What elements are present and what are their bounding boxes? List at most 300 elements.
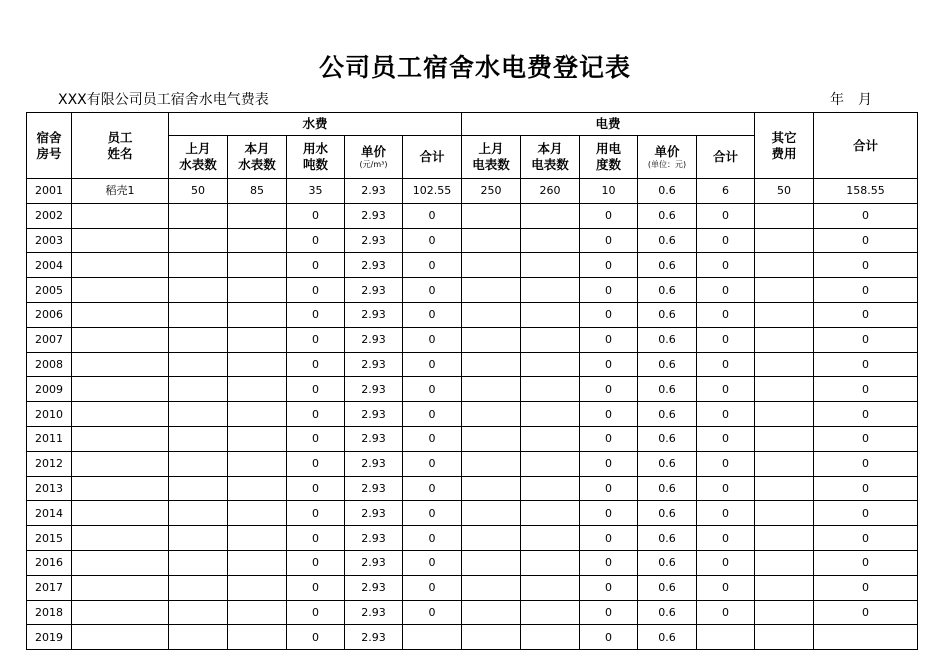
cell-e-prev[interactable] — [462, 426, 521, 451]
table-row — [27, 526, 918, 551]
cell-w-curr[interactable] — [228, 575, 287, 600]
cell-e-curr[interactable] — [521, 352, 580, 377]
cell-e-use[interactable]: 0 — [580, 426, 638, 451]
cell-name[interactable] — [72, 327, 169, 352]
header-other: 其它 费用 — [755, 113, 814, 179]
cell-w-price[interactable]: 2.93 — [345, 327, 403, 352]
cell-w-use[interactable]: 0 — [287, 327, 345, 352]
cell-e-use[interactable]: 0 — [580, 302, 638, 327]
cell-e-price[interactable]: 0.6 — [638, 476, 697, 501]
cell-e-price[interactable]: 0.6 — [638, 352, 697, 377]
table-row — [27, 426, 918, 451]
cell-name[interactable]: 稻壳1 — [72, 179, 169, 204]
cell-other[interactable] — [755, 476, 814, 501]
fee-table — [26, 112, 918, 650]
cell-e-total[interactable]: 0 — [697, 600, 755, 625]
cell-room[interactable]: 2018 — [27, 600, 72, 625]
cell-room[interactable]: 2009 — [27, 377, 72, 402]
cell-w-curr[interactable] — [228, 327, 287, 352]
cell-w-use[interactable]: 0 — [287, 600, 345, 625]
cell-w-prev[interactable] — [169, 501, 228, 526]
cell-other[interactable] — [755, 625, 814, 650]
cell-w-prev[interactable] — [169, 625, 228, 650]
cell-e-total[interactable]: 0 — [697, 302, 755, 327]
cell-name[interactable] — [72, 302, 169, 327]
cell-e-curr[interactable] — [521, 228, 580, 253]
table-row — [27, 600, 918, 625]
cell-name[interactable] — [72, 451, 169, 476]
cell-e-curr[interactable] — [521, 600, 580, 625]
cell-e-curr[interactable] — [521, 575, 580, 600]
cell-w-prev[interactable] — [169, 352, 228, 377]
header-water-total: 合计 — [403, 136, 462, 179]
cell-room[interactable]: 2019 — [27, 625, 72, 650]
table-row — [27, 203, 918, 228]
cell-w-total[interactable]: 0 — [403, 278, 462, 303]
cell-w-curr[interactable] — [228, 228, 287, 253]
cell-w-prev[interactable] — [169, 600, 228, 625]
header-electric-usage: 用电 度数 — [580, 136, 638, 179]
cell-e-prev[interactable] — [462, 302, 521, 327]
cell-name[interactable] — [72, 575, 169, 600]
cell-total[interactable]: 0 — [814, 352, 918, 377]
cell-w-total[interactable]: 0 — [403, 352, 462, 377]
cell-e-total[interactable]: 0 — [697, 228, 755, 253]
cell-e-prev[interactable] — [462, 526, 521, 551]
cell-e-prev[interactable] — [462, 253, 521, 278]
cell-w-total[interactable]: 0 — [403, 600, 462, 625]
cell-e-use[interactable]: 10 — [580, 179, 638, 204]
year-label: 年 — [830, 92, 844, 108]
cell-e-total[interactable]: 0 — [697, 377, 755, 402]
cell-other[interactable] — [755, 550, 814, 575]
cell-w-price[interactable]: 2.93 — [345, 550, 403, 575]
cell-e-curr[interactable] — [521, 451, 580, 476]
cell-e-prev[interactable] — [462, 476, 521, 501]
cell-other[interactable] — [755, 278, 814, 303]
cell-e-curr[interactable] — [521, 526, 580, 551]
cell-e-curr[interactable] — [521, 253, 580, 278]
cell-e-curr[interactable] — [521, 550, 580, 575]
cell-e-use[interactable]: 0 — [580, 550, 638, 575]
cell-w-price[interactable]: 2.93 — [345, 203, 403, 228]
cell-w-curr[interactable] — [228, 302, 287, 327]
cell-e-price[interactable]: 0.6 — [638, 550, 697, 575]
cell-w-prev[interactable] — [169, 426, 228, 451]
cell-e-price[interactable]: 0.6 — [638, 377, 697, 402]
cell-total[interactable]: 0 — [814, 476, 918, 501]
cell-e-total[interactable]: 0 — [697, 327, 755, 352]
table-row — [27, 179, 918, 204]
cell-w-price[interactable]: 2.93 — [345, 253, 403, 278]
cell-other[interactable] — [755, 526, 814, 551]
cell-e-use[interactable]: 0 — [580, 625, 638, 650]
cell-e-price[interactable]: 0.6 — [638, 451, 697, 476]
cell-w-use[interactable]: 0 — [287, 526, 345, 551]
cell-w-price[interactable]: 2.93 — [345, 625, 403, 650]
cell-e-total[interactable] — [697, 625, 755, 650]
cell-w-use[interactable]: 0 — [287, 426, 345, 451]
cell-w-prev[interactable]: 50 — [169, 179, 228, 204]
cell-e-price[interactable]: 0.6 — [638, 278, 697, 303]
cell-e-use[interactable]: 0 — [580, 575, 638, 600]
cell-w-use[interactable]: 0 — [287, 402, 345, 427]
cell-e-price[interactable]: 0.6 — [638, 402, 697, 427]
cell-e-total[interactable]: 0 — [697, 476, 755, 501]
cell-e-use[interactable]: 0 — [580, 278, 638, 303]
cell-w-prev[interactable] — [169, 253, 228, 278]
cell-w-price[interactable]: 2.93 — [345, 426, 403, 451]
cell-e-total[interactable]: 0 — [697, 352, 755, 377]
cell-w-use[interactable]: 0 — [287, 228, 345, 253]
cell-e-total[interactable]: 6 — [697, 179, 755, 204]
cell-e-price[interactable]: 0.6 — [638, 526, 697, 551]
table-row — [27, 377, 918, 402]
cell-e-use[interactable]: 0 — [580, 253, 638, 278]
cell-w-curr[interactable] — [228, 426, 287, 451]
cell-w-curr[interactable] — [228, 476, 287, 501]
cell-w-prev[interactable] — [169, 327, 228, 352]
cell-w-price[interactable]: 2.93 — [345, 377, 403, 402]
cell-e-use[interactable]: 0 — [580, 501, 638, 526]
cell-w-total[interactable]: 0 — [403, 302, 462, 327]
cell-e-curr[interactable] — [521, 203, 580, 228]
cell-other[interactable] — [755, 228, 814, 253]
cell-total[interactable]: 158.55 — [814, 179, 918, 204]
cell-e-price[interactable]: 0.6 — [638, 253, 697, 278]
cell-w-total[interactable]: 0 — [403, 402, 462, 427]
cell-name[interactable] — [72, 203, 169, 228]
cell-w-prev[interactable] — [169, 402, 228, 427]
cell-e-total[interactable]: 0 — [697, 526, 755, 551]
cell-total[interactable]: 0 — [814, 501, 918, 526]
header-electric-total: 合计 — [697, 136, 755, 179]
cell-e-total[interactable]: 0 — [697, 451, 755, 476]
cell-e-prev[interactable] — [462, 501, 521, 526]
cell-other[interactable]: 50 — [755, 179, 814, 204]
cell-name[interactable] — [72, 278, 169, 303]
cell-total[interactable]: 0 — [814, 377, 918, 402]
cell-e-prev[interactable] — [462, 600, 521, 625]
cell-total[interactable]: 0 — [814, 550, 918, 575]
cell-w-curr[interactable] — [228, 278, 287, 303]
cell-w-total[interactable]: 0 — [403, 575, 462, 600]
cell-w-curr[interactable] — [228, 377, 287, 402]
cell-e-price[interactable]: 0.6 — [638, 228, 697, 253]
cell-e-use[interactable]: 0 — [580, 526, 638, 551]
cell-e-total[interactable]: 0 — [697, 550, 755, 575]
cell-name[interactable] — [72, 253, 169, 278]
cell-w-curr[interactable] — [228, 451, 287, 476]
cell-e-use[interactable]: 0 — [580, 377, 638, 402]
cell-w-prev[interactable] — [169, 228, 228, 253]
cell-e-prev[interactable] — [462, 327, 521, 352]
cell-w-price[interactable]: 2.93 — [345, 278, 403, 303]
cell-room[interactable]: 2012 — [27, 451, 72, 476]
header-electric-curr: 本月 电表数 — [521, 136, 580, 179]
cell-room[interactable]: 2010 — [27, 402, 72, 427]
cell-total[interactable]: 0 — [814, 228, 918, 253]
cell-w-curr[interactable] — [228, 352, 287, 377]
cell-total[interactable]: 0 — [814, 253, 918, 278]
cell-w-total[interactable]: 0 — [403, 377, 462, 402]
cell-w-prev[interactable] — [169, 203, 228, 228]
cell-room[interactable]: 2014 — [27, 501, 72, 526]
header-grand-total: 合计 — [814, 113, 918, 179]
cell-e-price[interactable]: 0.6 — [638, 501, 697, 526]
cell-e-curr[interactable] — [521, 426, 580, 451]
cell-name[interactable] — [72, 402, 169, 427]
cell-w-use[interactable]: 0 — [287, 501, 345, 526]
cell-w-total[interactable]: 0 — [403, 550, 462, 575]
table-row — [27, 575, 918, 600]
cell-w-curr[interactable] — [228, 253, 287, 278]
cell-room[interactable]: 2001 — [27, 179, 72, 204]
cell-w-price[interactable]: 2.93 — [345, 302, 403, 327]
cell-e-total[interactable]: 0 — [697, 501, 755, 526]
cell-w-total[interactable]: 0 — [403, 526, 462, 551]
cell-w-price[interactable]: 2.93 — [345, 179, 403, 204]
cell-other[interactable] — [755, 302, 814, 327]
cell-w-use[interactable]: 0 — [287, 377, 345, 402]
cell-room[interactable]: 2007 — [27, 327, 72, 352]
cell-e-price[interactable]: 0.6 — [638, 575, 697, 600]
cell-e-curr[interactable] — [521, 327, 580, 352]
table-row — [27, 625, 918, 650]
cell-name[interactable] — [72, 550, 169, 575]
cell-w-curr[interactable] — [228, 526, 287, 551]
header-electric-group: 电费 — [462, 113, 755, 136]
cell-e-total[interactable]: 0 — [697, 426, 755, 451]
cell-w-use[interactable]: 0 — [287, 302, 345, 327]
cell-room[interactable]: 2004 — [27, 253, 72, 278]
cell-e-price[interactable]: 0.6 — [638, 179, 697, 204]
cell-total[interactable] — [814, 625, 918, 650]
cell-e-use[interactable]: 0 — [580, 352, 638, 377]
cell-name[interactable] — [72, 501, 169, 526]
cell-w-use[interactable]: 0 — [287, 451, 345, 476]
cell-e-prev[interactable]: 250 — [462, 179, 521, 204]
cell-e-price[interactable]: 0.6 — [638, 327, 697, 352]
cell-total[interactable]: 0 — [814, 426, 918, 451]
cell-w-prev[interactable] — [169, 526, 228, 551]
cell-w-prev[interactable] — [169, 377, 228, 402]
cell-e-curr[interactable]: 260 — [521, 179, 580, 204]
cell-total[interactable]: 0 — [814, 600, 918, 625]
table-row — [27, 253, 918, 278]
cell-other[interactable] — [755, 327, 814, 352]
cell-w-prev[interactable] — [169, 575, 228, 600]
header-water-usage: 用水 吨数 — [287, 136, 345, 179]
cell-w-total[interactable]: 0 — [403, 228, 462, 253]
cell-room[interactable]: 2003 — [27, 228, 72, 253]
cell-e-total[interactable]: 0 — [697, 402, 755, 427]
cell-name[interactable] — [72, 426, 169, 451]
table-row — [27, 352, 918, 377]
cell-e-total[interactable]: 0 — [697, 575, 755, 600]
cell-e-curr[interactable] — [521, 302, 580, 327]
cell-e-prev[interactable] — [462, 377, 521, 402]
cell-name[interactable] — [72, 600, 169, 625]
cell-w-curr[interactable] — [228, 402, 287, 427]
cell-room[interactable]: 2015 — [27, 526, 72, 551]
cell-w-prev[interactable] — [169, 550, 228, 575]
cell-w-curr[interactable] — [228, 203, 287, 228]
cell-room[interactable]: 2002 — [27, 203, 72, 228]
cell-w-total[interactable]: 0 — [403, 501, 462, 526]
cell-e-prev[interactable] — [462, 352, 521, 377]
cell-other[interactable] — [755, 501, 814, 526]
cell-room[interactable]: 2011 — [27, 426, 72, 451]
cell-w-total[interactable]: 0 — [403, 476, 462, 501]
cell-room[interactable]: 2016 — [27, 550, 72, 575]
cell-w-total[interactable]: 0 — [403, 203, 462, 228]
cell-w-use[interactable]: 0 — [287, 550, 345, 575]
cell-w-total[interactable]: 0 — [403, 327, 462, 352]
cell-w-price[interactable]: 2.93 — [345, 526, 403, 551]
cell-e-total[interactable]: 0 — [697, 253, 755, 278]
cell-w-curr[interactable] — [228, 625, 287, 650]
cell-w-total[interactable] — [403, 625, 462, 650]
cell-room[interactable]: 2013 — [27, 476, 72, 501]
cell-e-price[interactable]: 0.6 — [638, 625, 697, 650]
cell-total[interactable]: 0 — [814, 327, 918, 352]
header-electric-price: 单价 (单位：元) — [638, 136, 697, 179]
cell-name[interactable] — [72, 377, 169, 402]
cell-e-use[interactable]: 0 — [580, 600, 638, 625]
cell-e-curr[interactable] — [521, 476, 580, 501]
cell-w-prev[interactable] — [169, 476, 228, 501]
cell-w-use[interactable]: 0 — [287, 203, 345, 228]
cell-other[interactable] — [755, 253, 814, 278]
cell-total[interactable]: 0 — [814, 451, 918, 476]
cell-other[interactable] — [755, 203, 814, 228]
cell-w-price[interactable]: 2.93 — [345, 352, 403, 377]
cell-w-curr[interactable] — [228, 600, 287, 625]
cell-name[interactable] — [72, 476, 169, 501]
cell-room[interactable]: 2006 — [27, 302, 72, 327]
cell-other[interactable] — [755, 377, 814, 402]
cell-room[interactable]: 2017 — [27, 575, 72, 600]
cell-e-use[interactable]: 0 — [580, 402, 638, 427]
cell-name[interactable] — [72, 228, 169, 253]
cell-total[interactable]: 0 — [814, 402, 918, 427]
header-name: 员工 姓名 — [72, 113, 169, 179]
cell-e-prev[interactable] — [462, 203, 521, 228]
cell-total[interactable]: 0 — [814, 526, 918, 551]
cell-other[interactable] — [755, 600, 814, 625]
cell-e-prev[interactable] — [462, 451, 521, 476]
cell-other[interactable] — [755, 426, 814, 451]
cell-w-use[interactable]: 0 — [287, 352, 345, 377]
cell-w-price[interactable]: 2.93 — [345, 402, 403, 427]
cell-total[interactable]: 0 — [814, 203, 918, 228]
cell-e-prev[interactable] — [462, 228, 521, 253]
table-row — [27, 476, 918, 501]
header-electric-prev: 上月 电表数 — [462, 136, 521, 179]
cell-w-prev[interactable] — [169, 278, 228, 303]
cell-e-use[interactable]: 0 — [580, 327, 638, 352]
cell-e-use[interactable]: 0 — [580, 451, 638, 476]
cell-e-curr[interactable] — [521, 402, 580, 427]
cell-e-prev[interactable] — [462, 550, 521, 575]
cell-w-use[interactable]: 0 — [287, 278, 345, 303]
table-row — [27, 327, 918, 352]
cell-w-use[interactable]: 0 — [287, 575, 345, 600]
cell-w-total[interactable]: 0 — [403, 451, 462, 476]
cell-w-price[interactable]: 2.93 — [345, 501, 403, 526]
header-water-group: 水费 — [169, 113, 462, 136]
cell-other[interactable] — [755, 575, 814, 600]
cell-total[interactable]: 0 — [814, 575, 918, 600]
cell-e-curr[interactable] — [521, 625, 580, 650]
cell-name[interactable] — [72, 625, 169, 650]
cell-room[interactable]: 2008 — [27, 352, 72, 377]
cell-w-prev[interactable] — [169, 302, 228, 327]
cell-room[interactable]: 2005 — [27, 278, 72, 303]
cell-total[interactable]: 0 — [814, 278, 918, 303]
cell-e-total[interactable]: 0 — [697, 203, 755, 228]
cell-w-price[interactable]: 2.93 — [345, 575, 403, 600]
cell-e-price[interactable]: 0.6 — [638, 302, 697, 327]
cell-e-use[interactable]: 0 — [580, 203, 638, 228]
cell-w-prev[interactable] — [169, 451, 228, 476]
document-subtitle: XXX有限公司员工宿舍水电气费表 — [58, 92, 269, 108]
cell-e-curr[interactable] — [521, 278, 580, 303]
cell-w-price[interactable]: 2.93 — [345, 476, 403, 501]
cell-w-price[interactable]: 2.93 — [345, 451, 403, 476]
cell-total[interactable]: 0 — [814, 302, 918, 327]
cell-w-use[interactable]: 35 — [287, 179, 345, 204]
cell-e-price[interactable]: 0.6 — [638, 203, 697, 228]
header-water-curr: 本月 水表数 — [228, 136, 287, 179]
cell-e-prev[interactable] — [462, 402, 521, 427]
table-row — [27, 302, 918, 327]
header-water-price: 单价 (元/m³) — [345, 136, 403, 179]
table-row — [27, 550, 918, 575]
cell-w-total[interactable]: 0 — [403, 253, 462, 278]
cell-e-total[interactable]: 0 — [697, 278, 755, 303]
cell-w-use[interactable]: 0 — [287, 253, 345, 278]
cell-w-total[interactable]: 102.55 — [403, 179, 462, 204]
cell-name[interactable] — [72, 352, 169, 377]
table-body — [27, 179, 918, 650]
cell-other[interactable] — [755, 451, 814, 476]
cell-w-curr[interactable] — [228, 501, 287, 526]
cell-e-price[interactable]: 0.6 — [638, 426, 697, 451]
cell-e-prev[interactable] — [462, 625, 521, 650]
table-row — [27, 402, 918, 427]
cell-e-curr[interactable] — [521, 377, 580, 402]
cell-w-total[interactable]: 0 — [403, 426, 462, 451]
cell-w-curr[interactable] — [228, 550, 287, 575]
cell-w-price[interactable]: 2.93 — [345, 228, 403, 253]
date-fields — [830, 89, 872, 109]
cell-e-prev[interactable] — [462, 278, 521, 303]
cell-e-use[interactable]: 0 — [580, 228, 638, 253]
cell-name[interactable] — [72, 526, 169, 551]
cell-w-use[interactable]: 0 — [287, 625, 345, 650]
cell-w-price[interactable]: 2.93 — [345, 600, 403, 625]
cell-e-curr[interactable] — [521, 501, 580, 526]
cell-e-use[interactable]: 0 — [580, 476, 638, 501]
cell-e-prev[interactable] — [462, 575, 521, 600]
cell-e-price[interactable]: 0.6 — [638, 600, 697, 625]
cell-other[interactable] — [755, 402, 814, 427]
cell-w-curr[interactable]: 85 — [228, 179, 287, 204]
cell-w-use[interactable]: 0 — [287, 476, 345, 501]
cell-other[interactable] — [755, 352, 814, 377]
